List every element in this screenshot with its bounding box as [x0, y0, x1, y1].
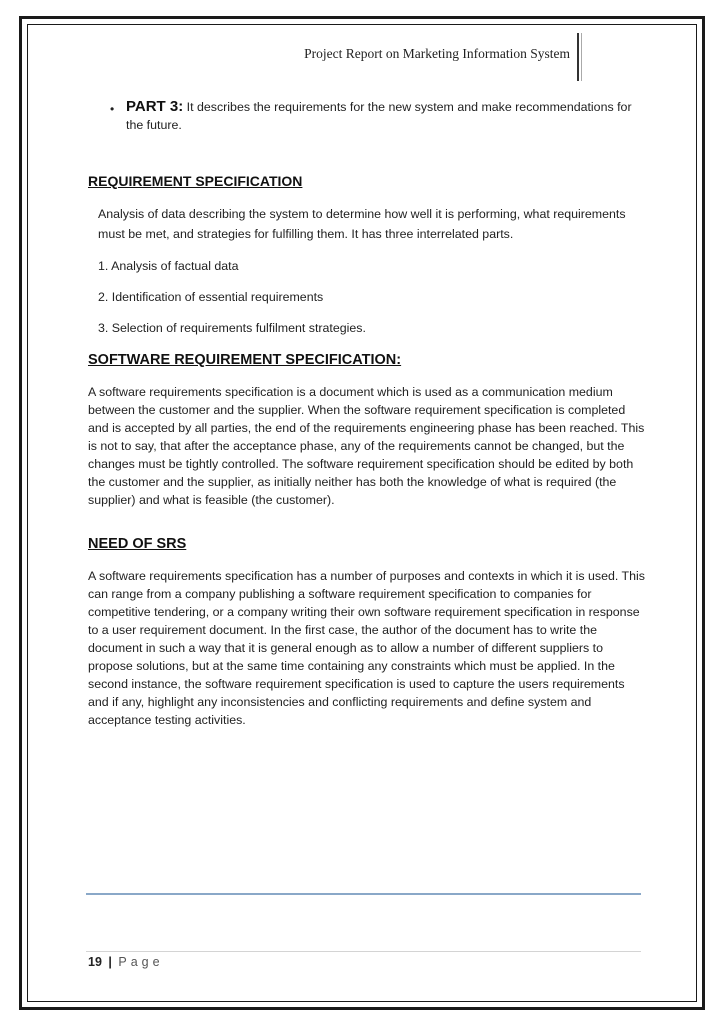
srs-heading: SOFTWARE REQUIREMENT SPECIFICATION:	[88, 352, 402, 368]
page-content	[88, 98, 648, 729]
footer-divider-light	[86, 951, 641, 952]
footer-divider	[86, 893, 641, 895]
list-item: 2. Identification of essential requirements	[98, 290, 324, 304]
requirement-spec-intro: Analysis of data describing the system to determine how well it is performing, what requirements must be met, and strategies for fulfilling them. It has three interrelated parts.	[98, 207, 626, 241]
header-divider-shadow	[581, 33, 582, 81]
need-srs-paragraph: A software requirements specification has a number of purposes and contexts in which it is used. This can range from a company publishing a software requirement specification to companies for competitive tendering, or a company writing their own software requirement specification in response to a user requirement document. In the first case, the author of the document has to write the document in such a way that it is general enough as to allow a number of different suppliers to propose solutions, but at the same time containing any constraints which must be applied. In the second instance, the software requirement specification is used to capture the users requirements and if any, highlight any inconsistencies and conflicting requirements and define system and acceptance testing activities.	[88, 569, 645, 727]
page-word: Page	[118, 955, 164, 969]
part3-label: PART 3:	[126, 98, 184, 115]
page-number: 19	[88, 955, 102, 969]
part3-text: It describes the requirements for the new system and make recommendations for the future.	[126, 100, 632, 132]
bullet-icon: •	[110, 102, 115, 116]
requirement-spec-heading: REQUIREMENT SPECIFICATION	[88, 173, 303, 189]
page-separator: |	[108, 955, 112, 969]
header-divider	[577, 33, 579, 81]
need-srs-heading: NEED OF SRS	[88, 536, 187, 552]
srs-paragraph: A software requirements specification is a document which is used as a communication medium between the customer and the supplier. When the software requirement specification is completed and is accepted by all parties, the end of the requirements engineering phase has been reached. This is not to say, that after the acceptance phase, any of the requirements cannot be changed, but the changes must be tightly controlled. The software requirement specification should be edited by both the customer and the supplier, as initially neither has both the knowledge of what is required (the supplier) and what is feasible (the customer).	[88, 385, 645, 507]
requirement-spec-list	[88, 257, 648, 337]
list-item: 3. Selection of requirements fulfilment strategies.	[98, 321, 366, 335]
part3-item	[88, 98, 648, 134]
page-number-footer	[88, 955, 164, 969]
list-item: 1. Analysis of factual data	[98, 259, 239, 273]
header-title: Project Report on Marketing Information System	[304, 46, 570, 61]
